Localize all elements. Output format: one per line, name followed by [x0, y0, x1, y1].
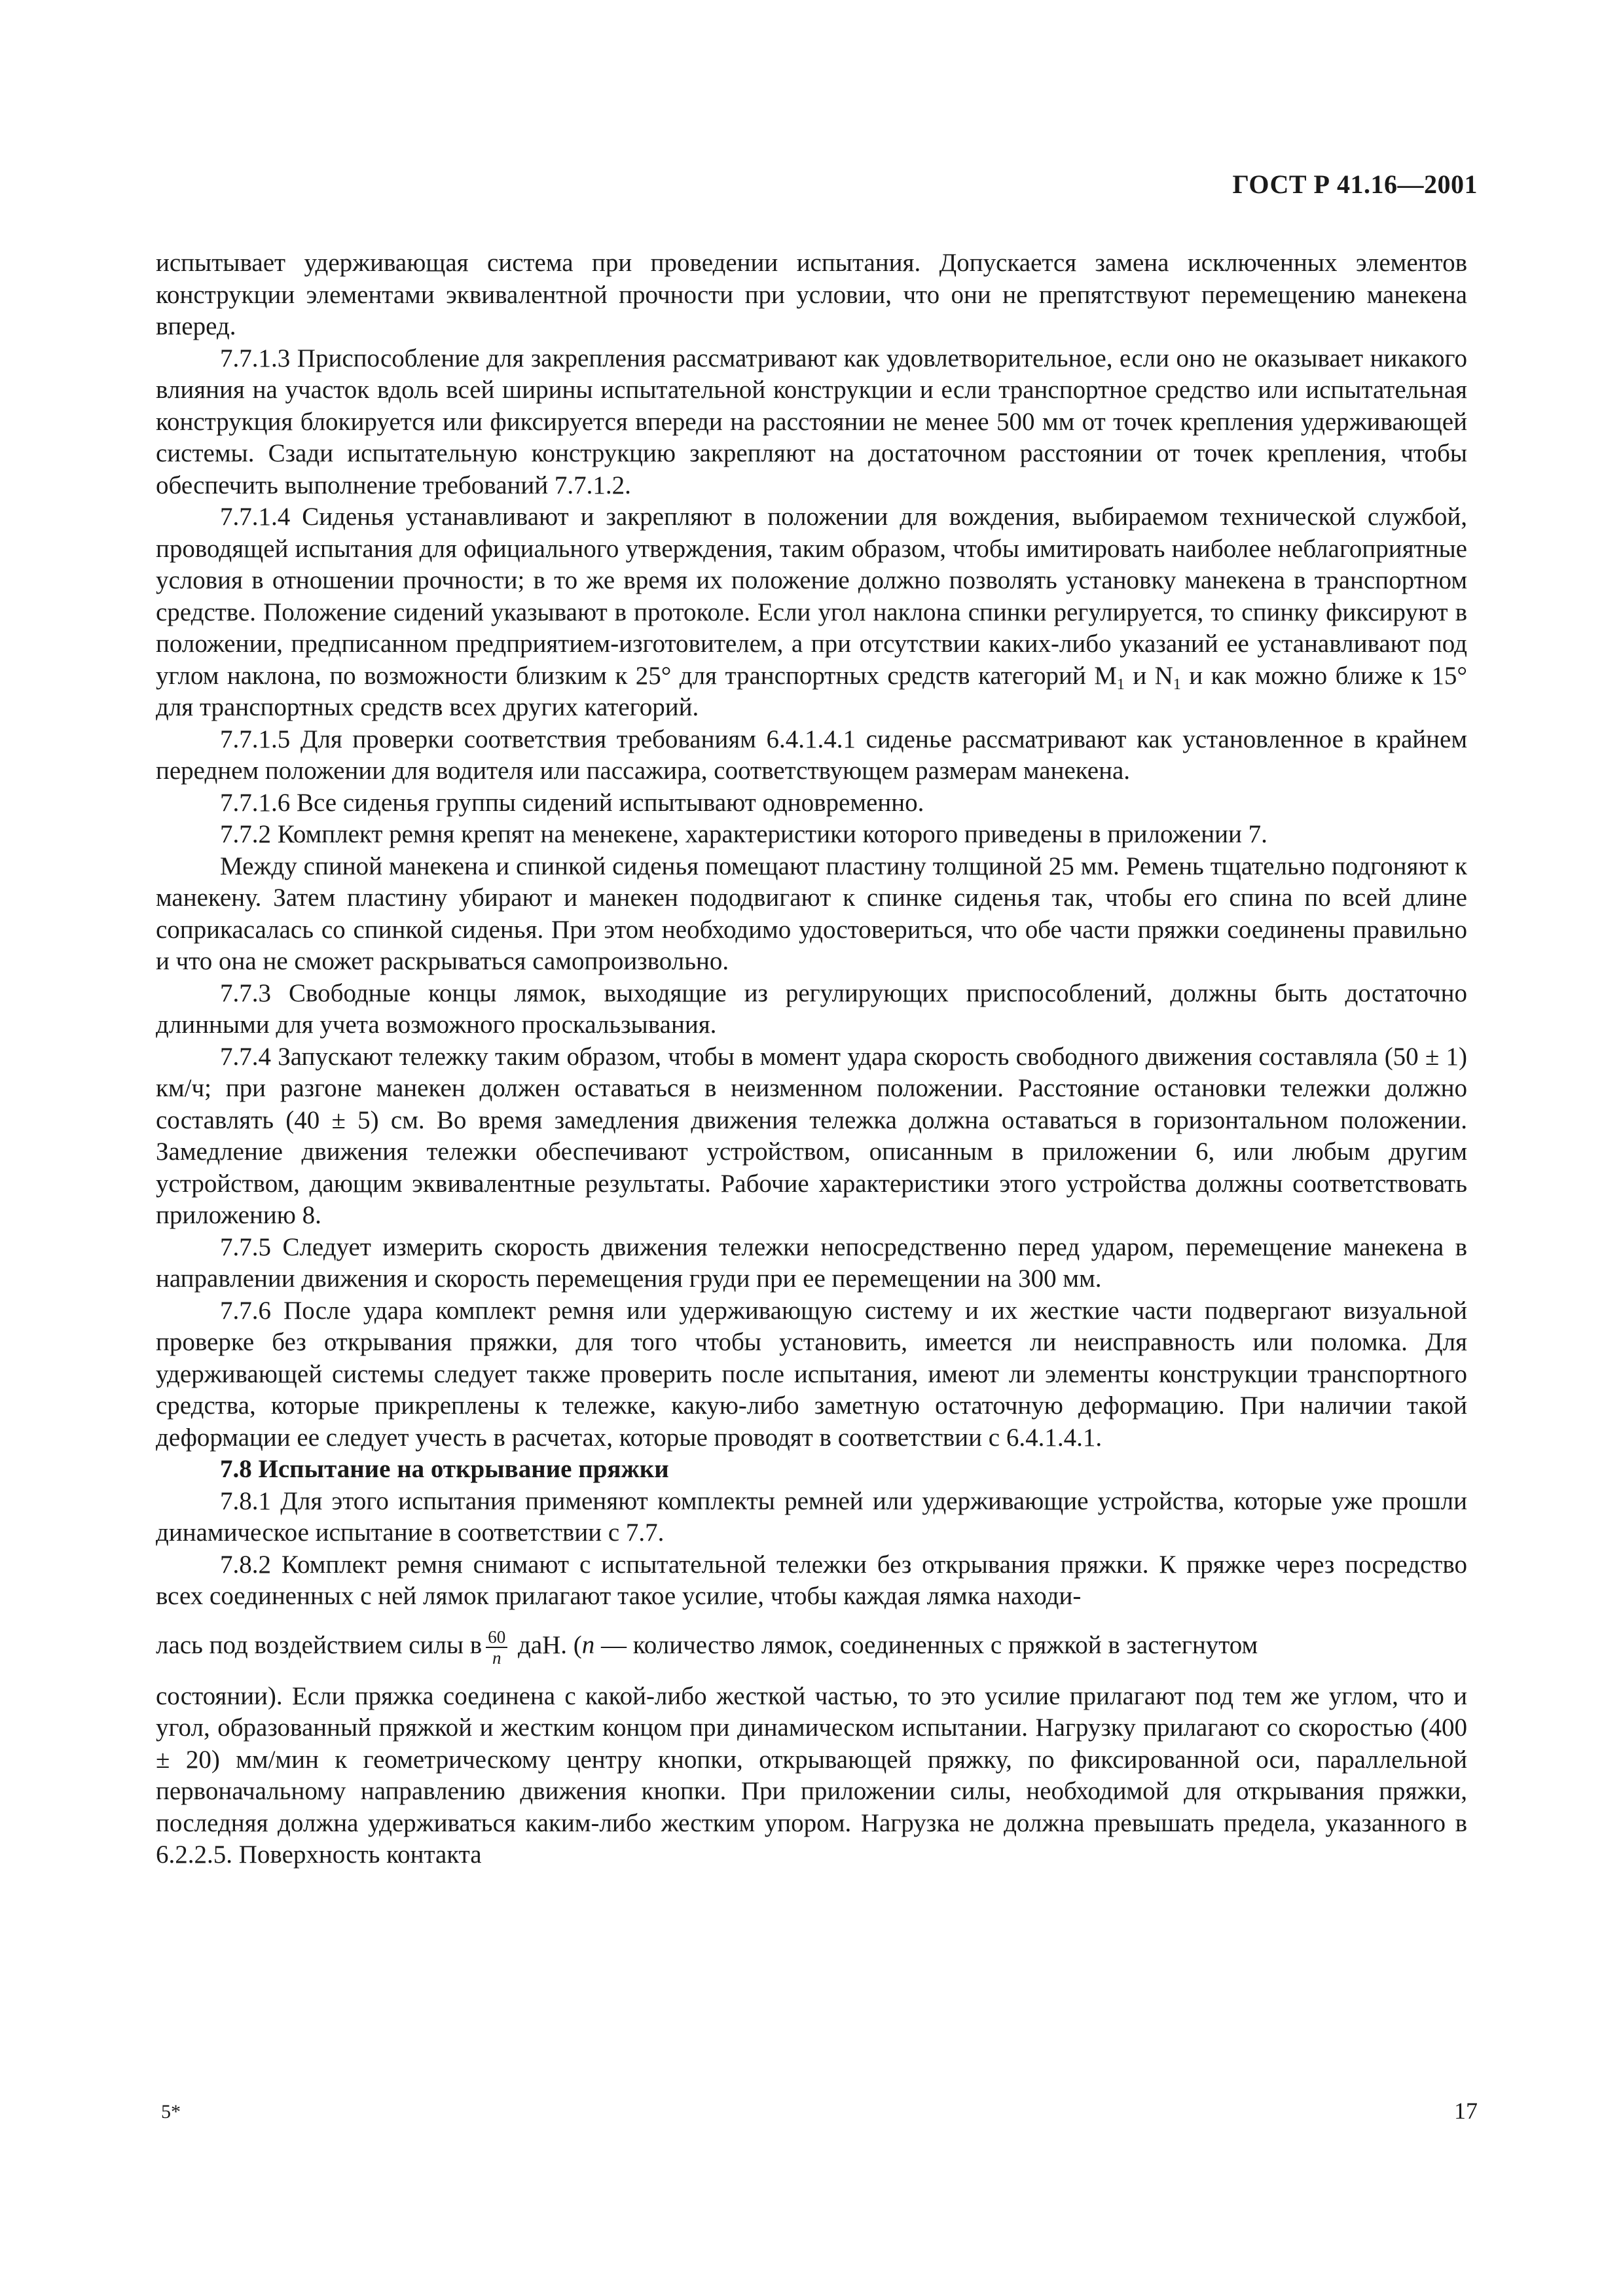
document-body [156, 247, 1467, 1871]
paragraph-7-7-3: 7.7.3 Свободные концы лямок, выходящие из регулирующих приспособлений, должны быть достаточно длинными для учета возможного проскальзывания. [156, 978, 1467, 1039]
paragraph-7-7-6: 7.7.6 После удара комплект ремня или удерживающую систему и их жесткие части подвергают визуальной проверке без открывания пряжки, для того чтобы установить, имеется ли неисправность или поломка. Для удерживающей системы следует также проверить после испытания, имеют ли элементы конструкции транспортного средства, которые прикреплены к тележке, какую-либо заметную остаточную деформацию. При наличии такой деформации ее следует учесть в расчетах, которые проводят в соответствии с 6.4.1.4.1. [156, 1296, 1467, 1452]
paragraph-7-8-2: 7.8.2 Комплект ремня снимают с испытательной тележки без открывания пряжки. К пряжке через посредство всех соединенных с ней лямок прилагают такое усилие, чтобы каждая лямка находи- [156, 1550, 1467, 1610]
paragraph-7-8-1: 7.8.1 Для этого испытания применяют комплекты ремней или удерживающие устройства, которые уже прошли динамическое испытание в соответствии с 7.7. [156, 1486, 1467, 1547]
paragraph-7-7-1-5: 7.7.1.5 Для проверки соответствия требованиям 6.4.1.4.1 сиденье рассматривают как установленное в крайнем переднем положении для водителя или пассажира, соответствующем размерам манекена. [156, 725, 1467, 785]
paragraph-7-7-5: 7.7.5 Следует измерить скорость движения тележки непосредственно перед ударом, перемещение манекена в направлении движения и скорость перемещения груди при ее перемещении на 300 мм. [156, 1232, 1467, 1293]
paragraph-7-8-2-formula-line: лась под воздействием силы в $\frac{60}{n}$ даН. (n — количество лямок, соединенных с пряжкой в застегнутом [156, 1626, 1258, 1668]
page-number: 17 [1454, 2098, 1478, 2124]
document-header: ГОСТ Р 41.16—2001 [1232, 170, 1478, 199]
paragraph-7-7-1-4: 7.7.1.4 Сиденья устанавливают и закрепляют в положении для вождения, выбираемом технической службой, проводящей испытания для официального утверждения, таким образом, чтобы имитировать наиболее неблагоприятные условия в отношении прочности; в то же время их положение должно позволять установку манекена в транспортном средстве. Положение сидений указывают в протоколе. Если угол наклона спинки регулируется, то спинку фиксируют в положении, предписанном предприятием-изготовителем, а при отсутствии каких-либо указаний ее устанавливают под углом наклона, по возможности близким к 25° для транспортных средств категорий $M_1$ и $N_1$ и как можно ближе к 15° для транспортных средств всех других категорий. [156, 503, 1467, 721]
paragraph-7-7-1-6: 7.7.1.6 Все сиденья группы сидений испытывают одновременно. [220, 788, 924, 817]
paragraph-7-7-2-cont: Между спиной манекена и спинкой сиденья помещают пластину толщиной 25 мм. Ремень тщательно подгоняют к манекену. Затем пластину убирают и манекен пододвигают к спинке сиденья так, чтобы его спина по всей длине соприкасалась со спинкой сиденья. При этом необходимо удостовериться, что обе части пряжки соединены правильно и что она не сможет раскрываться самопроизвольно. [156, 852, 1467, 975]
paragraph-7-7-2: 7.7.2 Комплект ремня крепят на менекене, характеристики которого приведены в приложении 7. [220, 820, 1267, 848]
paragraph-continuation: испытывает удерживающая система при проведении испытания. Допускается замена исключенных элементов конструкции элементами эквивалентной прочности при условии, что они не препятствуют перемещению манекена вперед. [156, 249, 1467, 340]
section-title-7-8: 7.8 Испытание на открывание пряжки [220, 1455, 669, 1483]
paragraph-7-7-4: 7.7.4 Запускают тележку таким образом, чтобы в момент удара скорость свободного движения составляла (50 ± 1) км/ч; при разгоне манекен должен оставаться в неизменном положении. Расстояние остановки тележки должно составлять (40 ± 5) см. Во время замедления движения тележка должна оставаться в горизонтальном положении. Замедление движения тележки обеспечивают устройством, описанным в приложении 6, или любым другим устройством, дающим эквивалентные результаты. Рабочие характеристики этого устройства должны соответствовать приложению 8. [156, 1042, 1467, 1229]
paragraph-7-7-1-3: 7.7.1.3 Приспособление для закрепления рассматривают как удовлетворительное, если оно не оказывает никакого влияния на участок вдоль всей ширины испытательной конструкции и если транспортное средство или испытательная конструкция блокируется или фиксируется впереди на расстоянии не менее 500 мм от точек крепления удерживающей системы. Сзади испытательную конструкцию закрепляют на достаточном расстоянии от точек крепления, чтобы обеспечить выполнение требований 7.7.1.2. [156, 344, 1467, 499]
footer-sheet-mark: 5* [161, 2101, 181, 2123]
fraction-60-over-n: $\frac{60}{n}$ [486, 1627, 507, 1668]
paragraph-7-8-2-cont: состоянии). Если пряжка соединена с какой-либо жесткой частью, то это усилие прилагают под тем же углом, что и угол, образованный пряжкой и жестким концом при динамическом испытании. Нагрузку прилагают со скоростью (400 ± 20) мм/мин к геометрическому центру кнопки, открывающей пряжку, по фиксированной оси, параллельной первоначальному направлению движения кнопки. При приложении силы, необходимой для открывания пряжки, последняя должна удерживаться каким-либо жестким упором. Нагрузка не должна превышать предела, указанного в 6.2.2.5. Поверхность контакта [156, 1681, 1467, 1869]
